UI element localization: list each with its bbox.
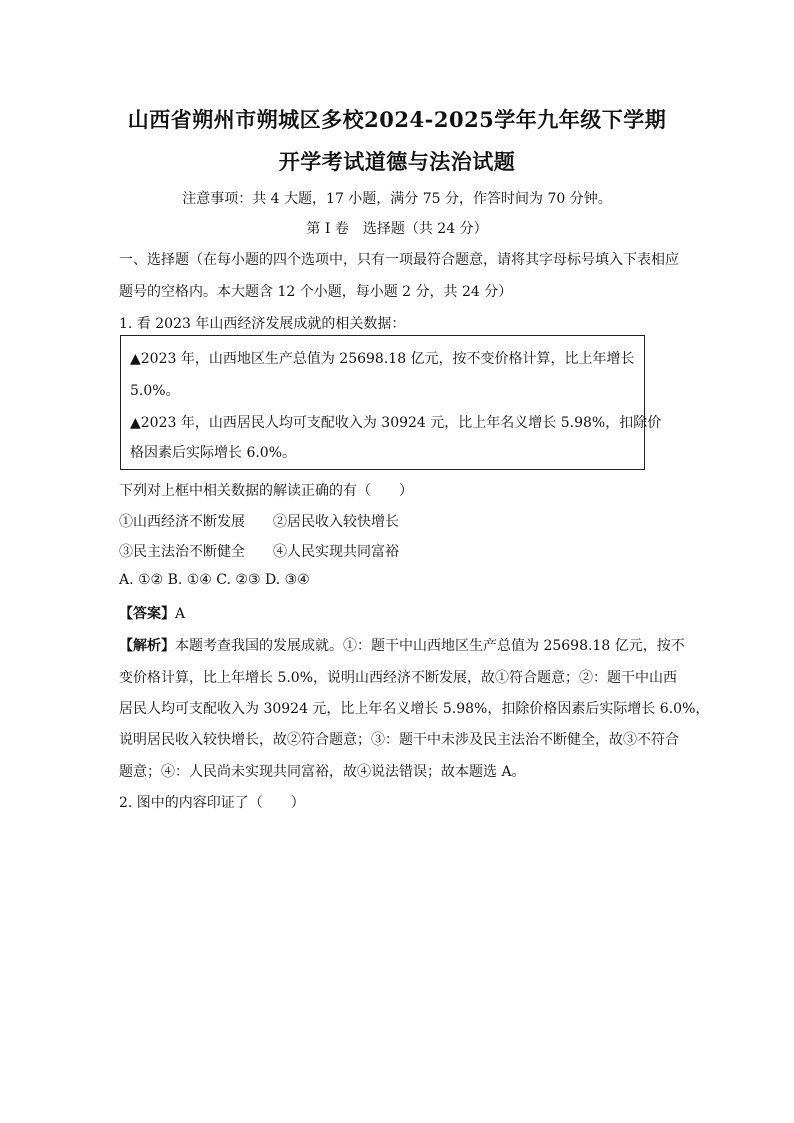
exam-title-line1: 山西省朔州市朔城区多校2024-2025学年九年级下学期 (127, 107, 667, 132)
analysis-label: 【解析】 (119, 638, 175, 654)
part1-intro-line1: 一、选择题（在每小题的四个选项中，只有一项最符合题意，请将其字母标号填入下表相应 (119, 252, 679, 268)
q1-answer (119, 603, 689, 623)
q1-box-item1-line1: ▲2023 年，山西地区生产总值为 25698.18 亿元，按不变价格计算，比上年增长 (130, 351, 635, 367)
q1-analysis-line4: 说明居民收入较快增长，故②符合题意；③：题干中未涉及民主法治不断健全，故③不符合 (119, 732, 679, 748)
q1-box-item1-line2: 5.0%。 (130, 383, 180, 399)
q1-stem: 1. 看 2023 年山西经济发展成就的相关数据： (119, 316, 406, 332)
part1-intro-line2: 题号的空格内。本大题含 12 个小题，每小题 2 分，共 24 分） (119, 284, 513, 300)
q1-data-box (120, 335, 662, 470)
q1-analysis-line5: 题意；④：人民尚未实现共同富裕，故④说法错误；故本题选 A。 (119, 764, 526, 780)
q1-box-item2-line1: ▲2023 年，山西居民人均可支配收入为 30924 元，比上年名义增长 5.98%，扣除价 (130, 415, 662, 431)
q1-analysis-line3: 居民人均可支配收入为 30924 元，比上年名义增长 5.98%，扣除价格因素后实际增长 6.0%， (119, 701, 710, 717)
answer-label: 【答案】 (119, 606, 175, 622)
q1-analysis-line2: 变价格计算，比上年增长 5.0%，说明山西经济不断发展，故①符合题意；②：题干中山西 (119, 670, 678, 686)
q1-options-row2: ③民主法治不断健全 ④人民实现共同富裕 (119, 544, 399, 560)
exam-notice: 注意事项：共 4 大题，17 小题，满分 75 分，作答时间为 70 分钟。 (182, 191, 612, 207)
answer-value: A (175, 606, 186, 622)
q2-stem: 2. 图中的内容印证了（ ） (119, 795, 305, 811)
q1-options-row1: ①山西经济不断发展 ②居民收入较快增长 (119, 514, 399, 530)
q1-choices: A. ①② B. ①④ C. ②③ D. ③④ (119, 572, 310, 588)
section-heading: 第 I 卷 选择题（共 24 分） (306, 221, 488, 237)
exam-title-line2: 开学考试道德与法治试题 (278, 149, 516, 174)
q1-box-item2-line2: 格因素后实际增长 6.0%。 (130, 445, 297, 461)
q1-analysis-line1 (119, 635, 689, 655)
analysis-text-line1: 本题考查我国的发展成就。①：题干中山西地区生产总值为 25698.18 亿元，按不 (175, 638, 685, 654)
q1-question: 下列对上框中相关数据的解读正确的有（ ） (119, 483, 413, 499)
